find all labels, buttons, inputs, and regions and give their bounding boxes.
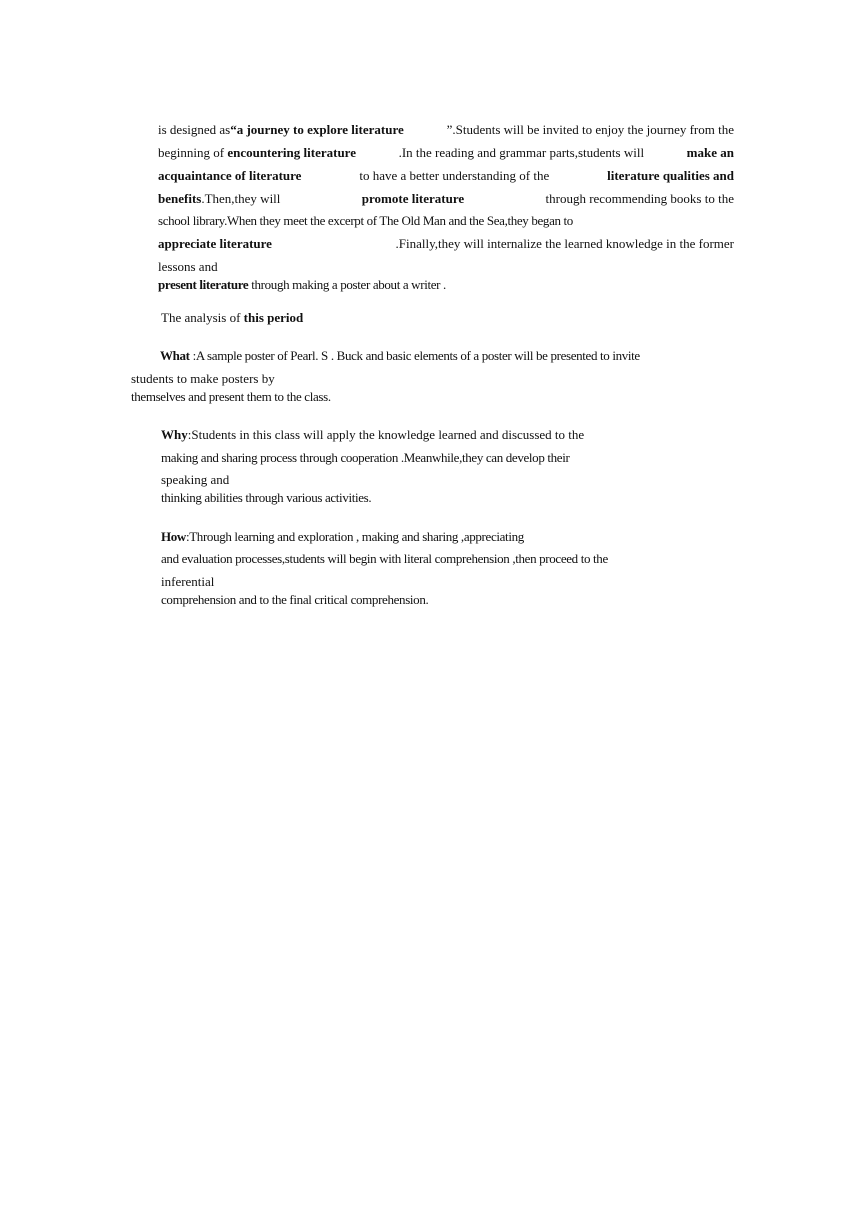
how-line-4: comprehension and to the final critical comprehension. xyxy=(161,592,429,607)
how-line-3: inferential xyxy=(161,574,215,589)
why-line-1 xyxy=(161,427,733,443)
how-line-2: and evaluation processes,students will begin with literal comprehension ,then proceed to the xyxy=(161,551,608,566)
what-line-3: themselves and present them to the class. xyxy=(131,389,331,404)
intro-text: through recommending books to the xyxy=(545,191,734,206)
what-line-2: students to make posters by xyxy=(131,371,275,386)
intro-line-6 xyxy=(158,236,734,252)
why-line-3: speaking and xyxy=(161,472,230,487)
intro-line-7: lessons and xyxy=(158,259,218,274)
heading-text: The analysis of xyxy=(161,310,241,325)
bold-phrase: present literature xyxy=(158,277,249,292)
heading-bold: this period xyxy=(243,310,304,325)
intro-text: through making a poster about a writer . xyxy=(251,277,446,292)
bold-phrase: benefits xyxy=(158,191,202,206)
bold-phrase: promote literature xyxy=(361,191,465,206)
what-line-1 xyxy=(160,348,640,364)
intro-text: to have a better understanding of the xyxy=(359,168,550,183)
bold-phrase: acquaintance of literature xyxy=(158,168,302,183)
why-line-2 xyxy=(161,450,733,466)
why-line-4: thinking abilities through various activities. xyxy=(161,490,372,505)
bold-phrase: “a journey to explore literature xyxy=(230,122,404,137)
intro-text: .Finally,they will internalize the learned knowledge in the former xyxy=(395,236,734,251)
what-label: What xyxy=(160,348,190,363)
how-label: How xyxy=(161,529,186,544)
bold-phrase: encountering literature xyxy=(227,145,356,160)
intro-text: .In the reading and grammar parts,students will xyxy=(398,145,645,160)
why-text xyxy=(161,427,584,443)
text-run: .Then,they will xyxy=(201,191,281,206)
intro-text xyxy=(158,145,356,161)
intro-line-2 xyxy=(158,145,734,161)
bold-phrase: make an xyxy=(686,145,734,160)
bold-phrase: appreciate literature xyxy=(158,236,272,251)
intro-line-1 xyxy=(158,122,734,138)
how-text: :Through learning and exploration , making and sharing ,appreciating xyxy=(185,529,524,544)
text-run: :Students in this class will apply the knowledge learned and discussed to the xyxy=(187,427,585,442)
intro-line-3 xyxy=(158,168,734,184)
intro-text xyxy=(158,191,280,207)
text-run: is designed as xyxy=(158,122,231,137)
how-line-1 xyxy=(161,529,524,545)
why-label: Why xyxy=(161,427,188,442)
text-run: beginning of xyxy=(158,145,225,160)
why-text: making and sharing process through cooperation .Meanwhile,they can develop their xyxy=(161,450,570,465)
bold-phrase: literature qualities and xyxy=(607,168,734,183)
intro-line-8 xyxy=(158,277,446,293)
analysis-heading xyxy=(161,310,303,326)
intro-text xyxy=(158,122,404,138)
intro-line-4 xyxy=(158,191,734,207)
intro-text: ”.Students will be invited to enjoy the journey from the xyxy=(446,122,734,137)
what-text: :A sample poster of Pearl. S . Buck and basic elements of a poster will be presented to invite xyxy=(192,348,640,363)
intro-line-5: school library.When they meet the excerpt of The Old Man and the Sea,they began to xyxy=(158,213,573,228)
